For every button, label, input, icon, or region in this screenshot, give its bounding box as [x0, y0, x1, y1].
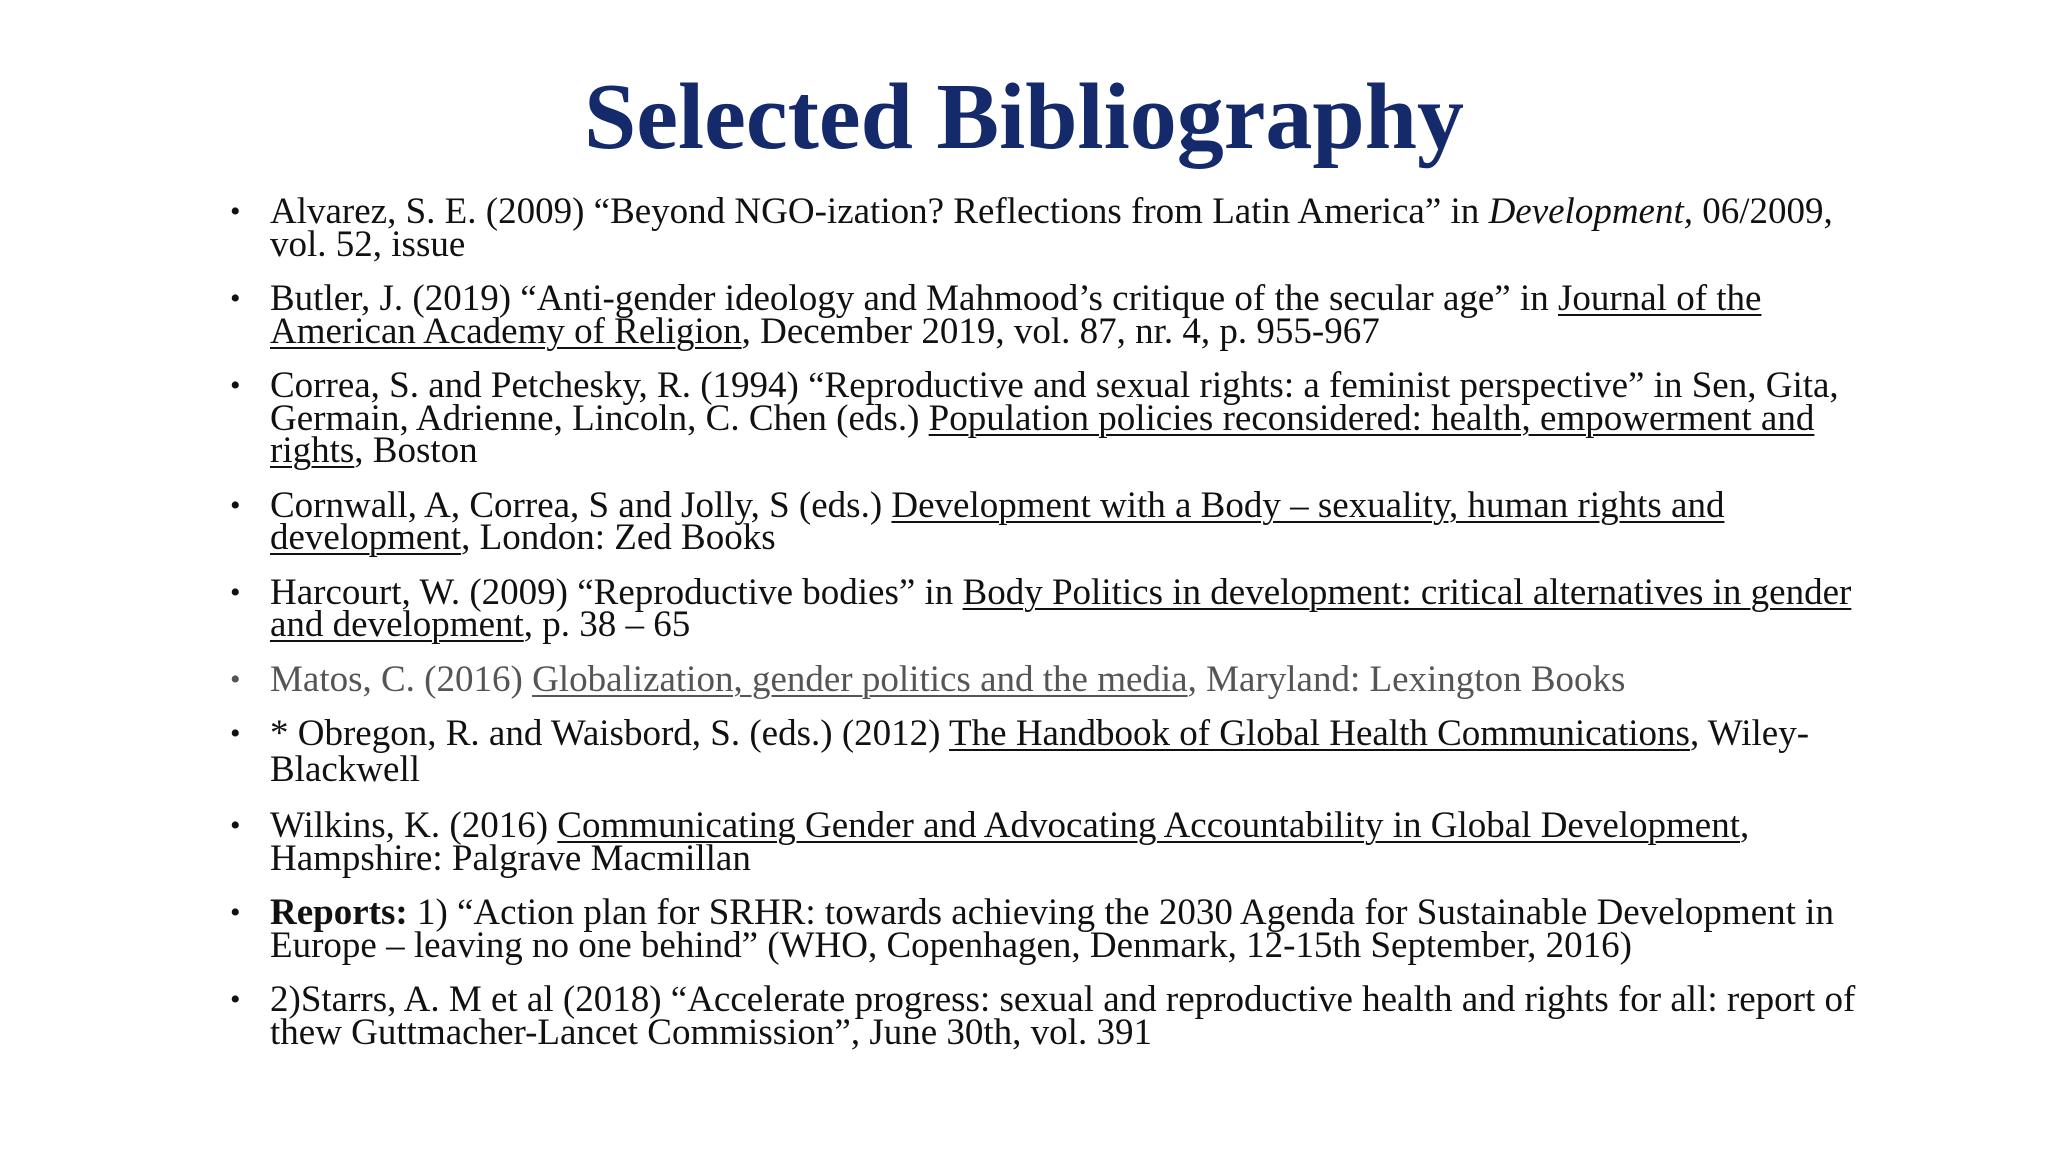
reference-text: , Boston — [354, 430, 478, 471]
reference-title: Development with a Body – sexuality, human rights and development — [270, 484, 1725, 558]
reference-title: Journal of the American Academy of Religion — [270, 278, 1762, 352]
bullet-icon: • — [230, 717, 241, 750]
reference-text: Butler, J. (2019) “Anti-gender ideology and Mahmood’s critique of the secular age” in — [270, 278, 1559, 319]
reference-text: Alvarez, S. E. (2009) “Beyond NGO-ization? Reflections from Latin America” in — [270, 191, 1489, 232]
bibliography-entry — [230, 979, 1890, 1053]
bullet-icon: • — [230, 369, 241, 402]
reference-title: Globalization, gender politics and the media — [532, 658, 1188, 700]
slide-title: Selected Bibliography — [584, 65, 1464, 169]
bibliography-list — [230, 191, 1890, 1053]
bullet-icon: • — [230, 195, 241, 228]
bullet-icon: • — [230, 575, 241, 609]
bibliography-entry — [230, 484, 1890, 558]
reference-title: Body Politics in development: critical alternatives in gender and development — [270, 571, 1852, 645]
reference-text: , p. 38 – 65 — [523, 604, 691, 645]
bullet-icon: • — [230, 983, 241, 1016]
bullet-icon: • — [230, 282, 241, 315]
bibliography-entry — [230, 571, 1890, 645]
bibliography-entry — [230, 191, 1890, 265]
bullet-icon: • — [230, 488, 241, 522]
reference-text: 06/2009, vol. 52, issue — [270, 191, 1833, 265]
bullet-icon: • — [230, 896, 241, 929]
reference-text: 2)Starrs, A. M et al (2018) “Accelerate progress: sexual and reproductive health and rights for all: report of thew Guttmacher-Lancet Commission”, June 30th, vol. 391 — [270, 979, 1856, 1053]
reference-text: Harcourt, W. (2009) “Reproductive bodies” in — [270, 571, 963, 613]
reference-text: , Maryland: Lexington Books — [1187, 658, 1626, 700]
reference-title: The Handbook of Global Health Communications — [949, 713, 1690, 754]
bibliography-entry — [230, 365, 1890, 471]
reference-text: Matos, C. (2016) — [270, 658, 533, 700]
reference-title: Population policies reconsidered: health, empowerment and rights — [270, 397, 1815, 471]
reference-text: 1) “Action plan for SRHR: towards achieving the 2030 Agenda for Sustainable Development in Europe – leaving no one behind” (WHO, Copenhagen, Denmark, 12-15th September, 2016) — [270, 892, 1834, 966]
bibliography-entry — [230, 278, 1890, 352]
reference-text: , December 2019, vol. 87, nr. 4, p. 955-967 — [741, 310, 1380, 352]
bullet-icon: • — [230, 662, 241, 696]
bibliography-entry — [230, 658, 1890, 700]
reference-text: , Hampshire: Palgrave Macmillan — [270, 805, 1750, 879]
bibliography-entry — [230, 805, 1890, 879]
bullet-icon: • — [230, 809, 241, 842]
reference-text: Wilkins, K. (2016) — [270, 805, 558, 846]
reference-title: Communicating Gender and Advocating Accountability in Global Development — [557, 805, 1741, 846]
bibliography-entry — [230, 892, 1890, 966]
reference-text: , Wiley-Blackwell — [270, 713, 1810, 790]
reference-text: * Obregon, R. and Waisbord, S. (eds.) (2012) — [270, 713, 950, 754]
reference-text: , London: Zed Books — [461, 517, 776, 558]
reference-journal: Development, — [1488, 191, 1694, 232]
reference-label: Reports: — [270, 892, 408, 933]
reference-text: Cornwall, A, Correa, S and Jolly, S (eds.) — [270, 484, 892, 526]
reference-text: Correa, S. and Petchesky, R. (1994) “Reproductive and sexual rights: a feminist perspective” in Sen, Gita, Germain, Adrienne, Lincoln, C. Chen (eds.) — [270, 365, 1839, 439]
bibliography-entry — [230, 713, 1890, 790]
